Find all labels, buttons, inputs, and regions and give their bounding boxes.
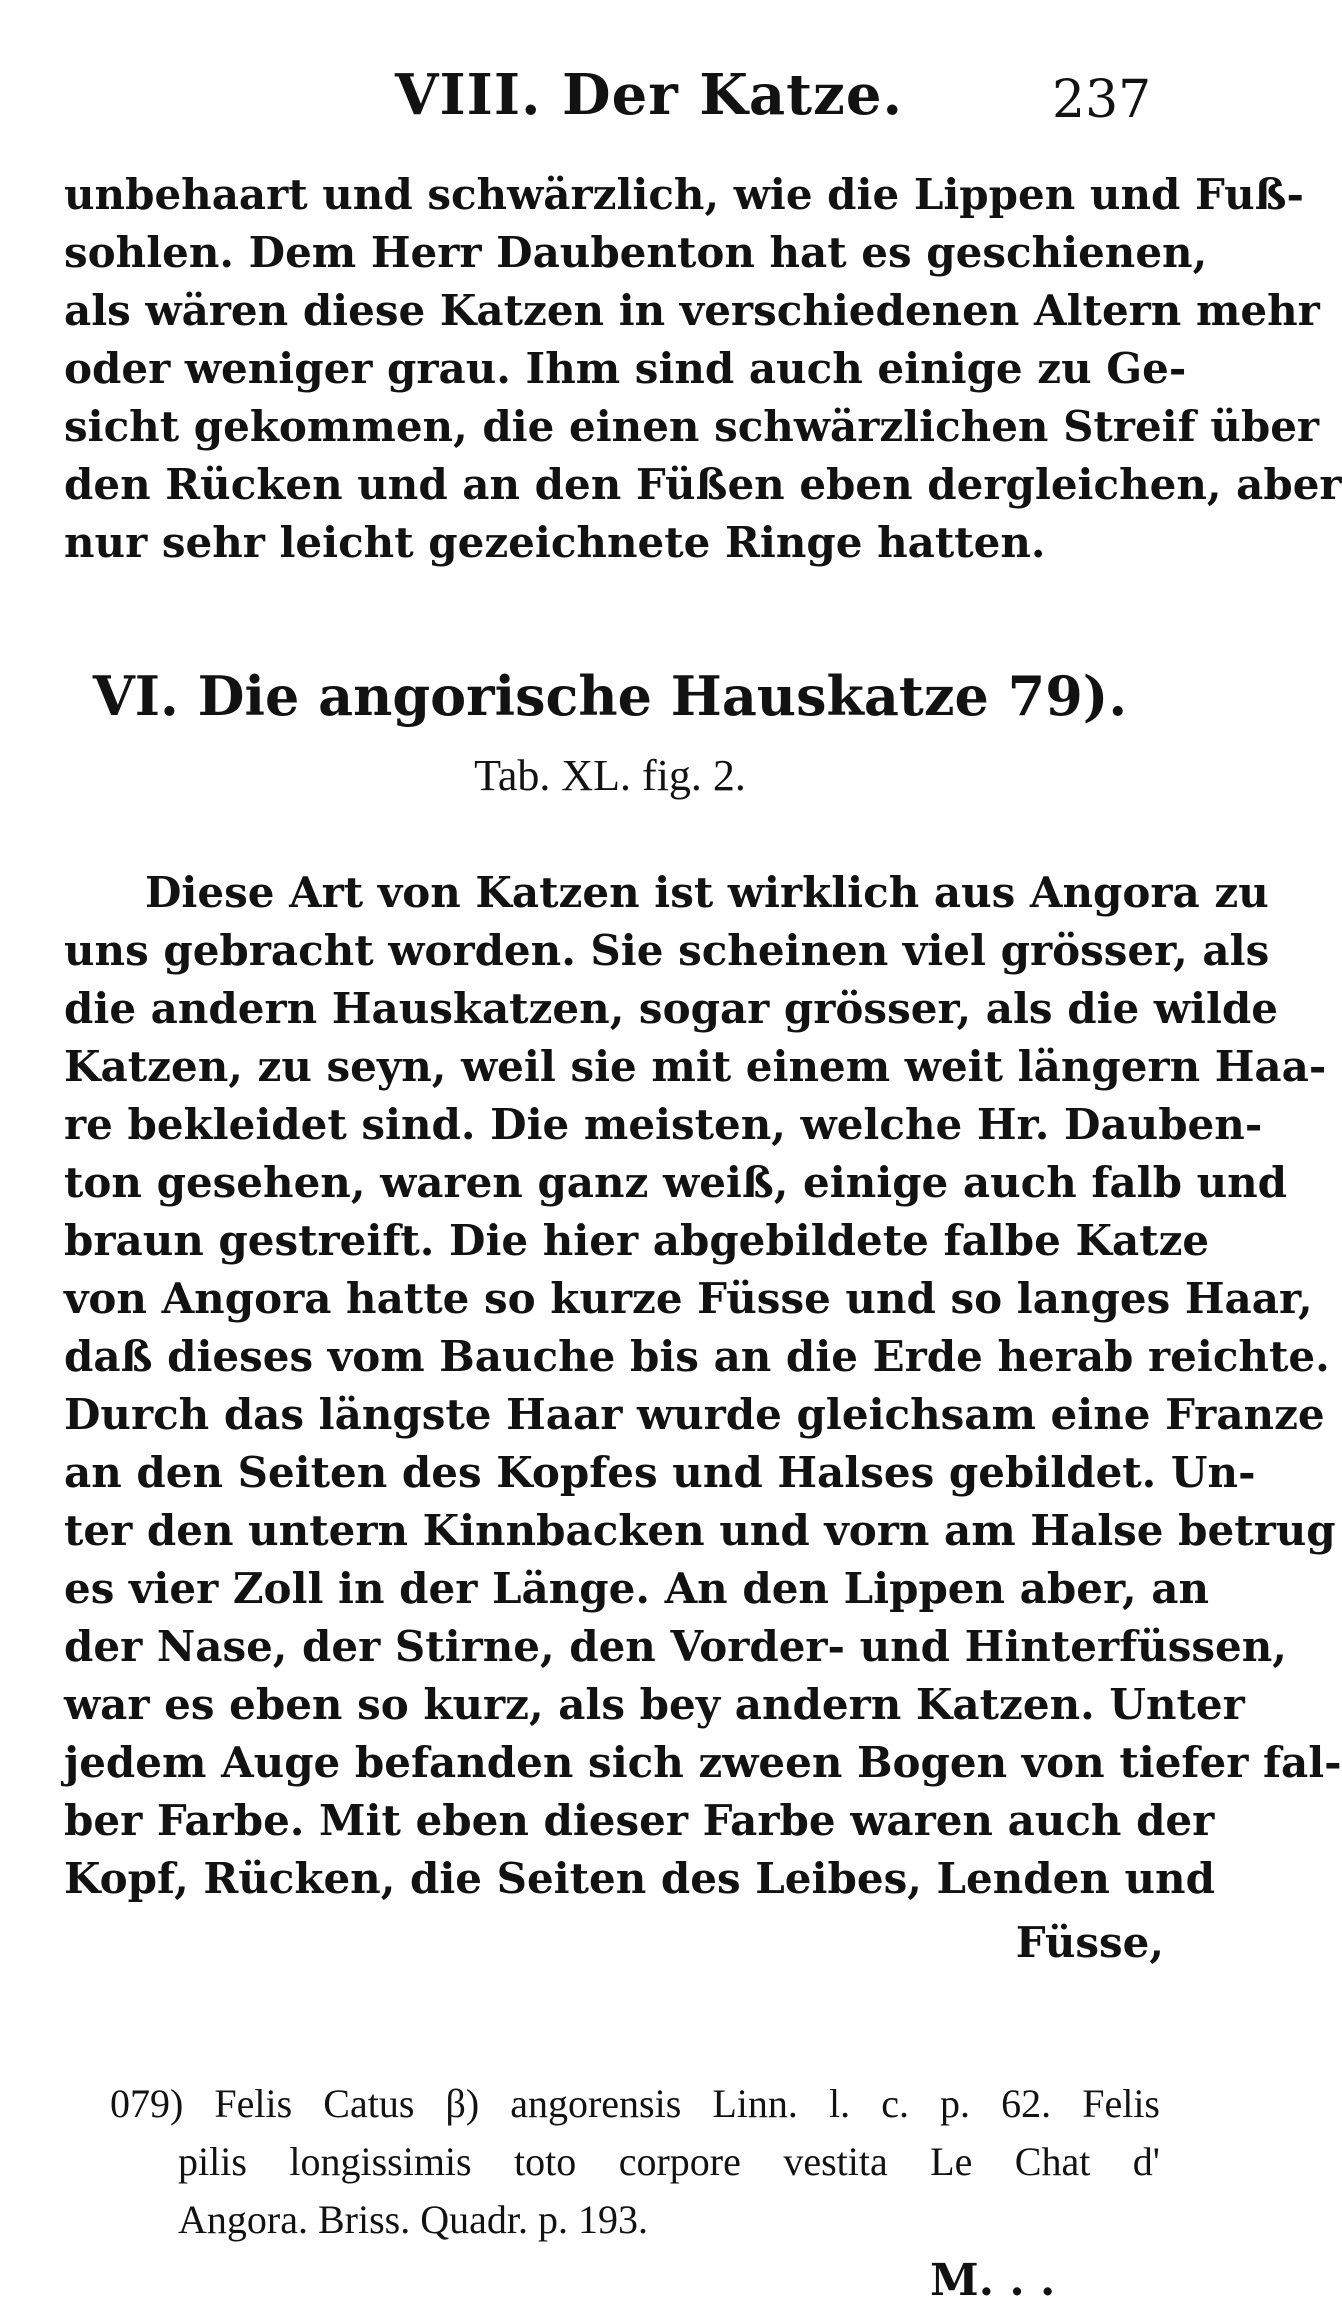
text-line: die andern Hauskatzen, sogar grösser, als die wilde [64,984,1279,1033]
signature-mark: M. . . [930,2255,1056,2306]
text-line: Kopf, Rücken, die Seiten des Leibes, Lenden und [64,1854,1215,1903]
text-line: Katzen, zu seyn, weil sie mit einem weit längern Haa- [64,1042,1327,1091]
text-line: daß dieses vom Bauche bis an die Erde herab reichte. [64,1332,1330,1381]
text-line: ter den untern Kinnbacken und vorn am Halse betrug [64,1506,1336,1555]
text-line: Durch das längste Haar wurde gleichsam eine Franze [64,1390,1325,1439]
text-line: den Rücken und an den Füßen eben dergleichen, aber [64,460,1342,509]
text-line: an den Seiten des Kopfes und Halses gebildet. Un- [64,1448,1256,1497]
text-line: als wären diese Katzen in verschiedenen Altern mehr [64,286,1320,335]
footnote-line: Angora. Briss. Quadr. p. 193. [178,2197,648,2242]
catchword: Füsse, [1015,1918,1164,1967]
text-line: ton gesehen, waren ganz weiß, einige auch falb und [64,1158,1288,1207]
text-line: Diese Art von Katzen ist wirklich aus Angora zu [145,868,1269,917]
text-line: braun gestreift. Die hier abgebildete falbe Katze [64,1216,1210,1265]
text-line: nur sehr leicht gezeichnete Ringe hatten. [64,518,1046,567]
text-line: es vier Zoll in der Länge. An den Lippen aber, an [64,1564,1210,1613]
text-line: ber Farbe. Mit eben dieser Farbe waren auch der [64,1796,1215,1845]
footnote-line: pilis longissimis toto corpore vestita Le Chat d' [178,2139,1160,2184]
text-line: jedem Auge befanden sich zween Bogen von tiefer fal- [64,1738,1342,1787]
text-line: der Nase, der Stirne, den Vorder- und Hinterfüssen, [64,1622,1287,1671]
text-line: uns gebracht worden. Sie scheinen viel grösser, als [64,926,1270,975]
page-number: 237 [1052,70,1152,130]
text-line: unbehaart und schwärzlich, wie die Lippen und Fuß- [64,170,1304,219]
text-line: sohlen. Dem Herr Daubenton hat es geschienen, [64,228,1208,277]
running-title: VIII. Der Katze. [395,62,903,128]
plate-reference: Tab. XL. fig. 2. [474,751,746,800]
text-line: war es eben so kurz, als bey andern Katzen. Unter [64,1680,1245,1729]
text-line: oder weniger grau. Ihm sind auch einige zu Ge- [64,344,1187,393]
footnote-line: 079) Felis Catus β) angorensis Linn. l. c. p. 62. Felis [110,2081,1160,2126]
text-line: von Angora hatte so kurze Füsse und so langes Haar, [64,1274,1313,1323]
running-head [0,62,1220,142]
text-line: re bekleidet sind. Die meisten, welche Hr. Dauben- [64,1100,1263,1149]
text-line: sicht gekommen, die einen schwärzlichen Streif über [64,402,1320,451]
section-heading: VI. Die angorische Hauskatze 79). [92,664,1128,728]
